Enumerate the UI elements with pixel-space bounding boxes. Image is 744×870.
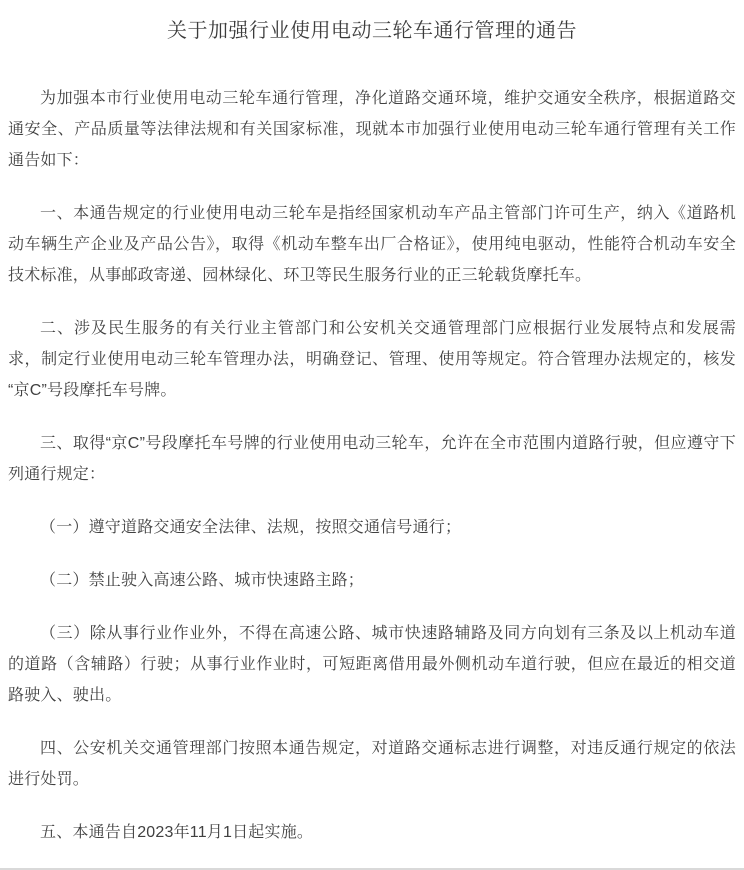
notice-paragraph-item-1: 一、本通告规定的行业使用电动三轮车是指经国家机动车产品主管部门许可生产，纳入《道路机动车辆生产企业及产品公告》，取得《机动车整车出厂合格证》，使用纯电驱动，性能符合机动车安全技术标准，从事邮政寄递、园林绿化、环卫等民生服务行业的正三轮载货摩托车。	[8, 205, 736, 284]
page-title: 关于加强行业使用电动三轮车通行管理的通告	[167, 20, 577, 42]
notice-paragraph-item-2: 二、涉及民生服务的有关行业主管部门和公安机关交通管理部门应根据行业发展特点和发展需求，制定行业使用电动三轮车管理办法，明确登记、管理、使用等规定。符合管理办法规定的，核发“京C”号段摩托车号牌。	[8, 320, 736, 399]
notice-paragraph-item-5: 五、本通告自2023年11月1日起实施。	[40, 824, 314, 841]
notice-paragraph-item-3: 三、取得“京C”号段摩托车号牌的行业使用电动三轮车，允许在全市范围内道路行驶，但应遵守下列通行规定：	[8, 435, 736, 483]
notice-paragraph-item-3-sub-1: （一）遵守道路交通安全法律、法规，按照交通信号通行；	[40, 519, 462, 536]
notice-paragraph-item-4: 四、公安机关交通管理部门按照本通告规定，对道路交通标志进行调整，对违反通行规定的依法进行处罚。	[8, 740, 736, 788]
notice-paragraph-intro: 为加强本市行业使用电动三轮车通行管理，净化道路交通环境，维护交通安全秩序，根据道路交通安全、产品质量等法律法规和有关国家标准，现就本市加强行业使用电动三轮车通行管理有关工作通告如下：	[8, 90, 736, 169]
notice-paragraph-item-3-sub-2: （二）禁止驶入高速公路、城市快速路主路；	[40, 572, 365, 589]
notice-paragraph-item-3-sub-3: （三）除从事行业作业外，不得在高速公路、城市快速路辅路及同方向划有三条及以上机动车道的道路（含辅路）行驶；从事行业作业时，可短距离借用最外侧机动车道行驶，但应在最近的相交道路驶入、驶出。	[8, 625, 736, 704]
